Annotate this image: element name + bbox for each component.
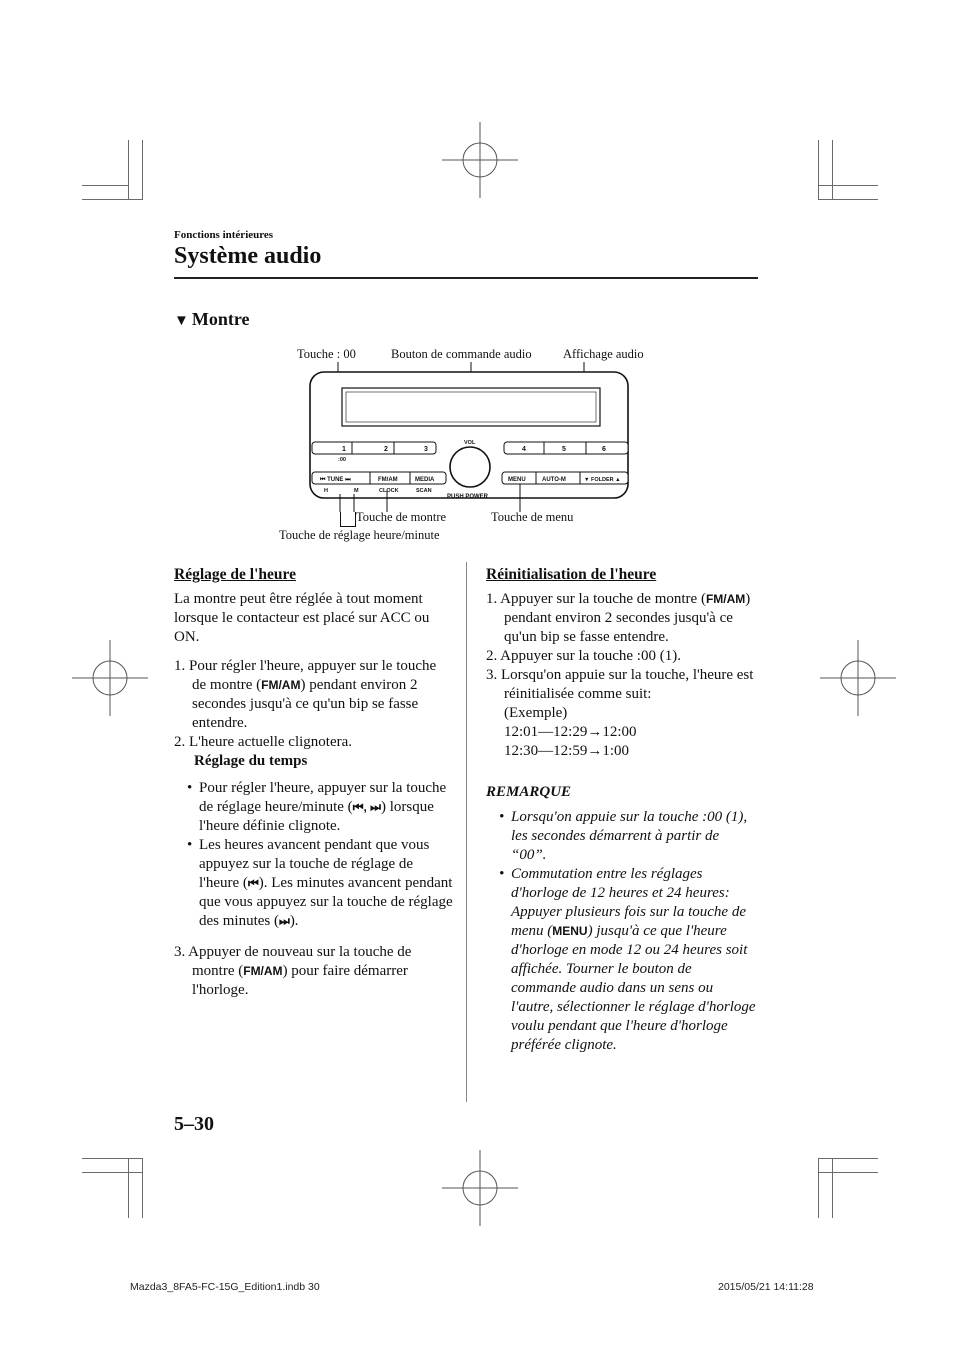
registration-mark-icon <box>442 1150 518 1226</box>
push-power-label: PUSH POWER <box>447 494 489 500</box>
callout-affichage: Affichage audio <box>563 347 644 361</box>
tune-label: ⏮ TUNE ⏭ <box>320 477 351 483</box>
bullet-icon: • <box>187 837 193 853</box>
preset-6-label: 6 <box>602 446 606 453</box>
step-1: 1. Pour régler l'heure, appuyer sur le touche de montre (FM/AM) pendant environ 2 secondes jusqu'à ce qu'un bip se fasse entendre. <box>174 658 437 731</box>
folder-label: ▼ FOLDER ▲ <box>584 477 621 483</box>
example-label: (Exemple) <box>504 705 568 721</box>
note-2: • Commutation entre les réglages d'horloge de 12 heures et 24 heures: Appuyer plusieurs fois sur la touche de menu (MENU) jusqu'à ce que l'heure d'horloge en mode 12 ou 24 heures soit affichée. Tourner le bouton de commande audio dans un sens ou l'autre, sélectionner le réglage d'horloge voulu pendant que l'heure d'horloge préférée clignote. <box>499 866 756 1053</box>
crop-mark <box>128 1158 129 1218</box>
menu-key-icon: MENU <box>552 924 588 938</box>
bullet-icon: • <box>499 809 505 825</box>
crop-mark <box>818 140 819 200</box>
crop-mark <box>82 1172 142 1173</box>
media-label: MEDIA <box>415 477 435 483</box>
crop-mark <box>82 199 142 200</box>
crop-mark <box>142 1158 143 1218</box>
auto-m-label: AUTO-M <box>542 477 566 483</box>
clock-label: CLOCK <box>379 488 399 494</box>
fmam-label: FM/AM <box>378 477 398 483</box>
left-column <box>174 565 454 1000</box>
callout-touche-heure: Touche de réglage heure/minute <box>279 528 440 542</box>
column-divider <box>466 562 467 1102</box>
leader-bracket <box>340 512 356 527</box>
subsection-heading <box>174 309 250 330</box>
crop-mark <box>818 1158 878 1159</box>
crop-mark <box>818 199 878 200</box>
callout-touche-00: Touche : 00 <box>297 347 356 361</box>
menu-label: MENU <box>508 477 526 483</box>
preset-3-label: 3 <box>424 446 428 453</box>
reset-step-2: 2. Appuyer sur la touche :00 (1). <box>486 648 681 664</box>
example-line-1: 12:01—12:29→12:00 <box>504 724 637 740</box>
crop-mark <box>82 1158 142 1159</box>
step-2-subheading: Réglage du temps <box>194 753 308 769</box>
step-2: 2. L'heure actuelle clignotera. <box>174 734 353 750</box>
preset-2-label: 2 <box>384 446 388 453</box>
bullet-icon: • <box>187 780 193 796</box>
note-1: • Lorsqu'on appuie sur la touche :00 (1), les secondes démarrent à partir de “00”. <box>499 809 748 863</box>
crop-mark <box>832 1158 833 1218</box>
crop-mark <box>82 185 128 186</box>
intro-text: La montre peut être réglée à tout moment lorsque le contacteur est placé sur ACC ou ON. <box>174 591 430 645</box>
page-title: Système audio <box>174 243 322 269</box>
crop-mark <box>818 185 878 186</box>
reset-step-3: 3. Lorsqu'on appuie sur la touche, l'heure est réinitialisée comme suit: <box>486 667 754 702</box>
step-3: 3. Appuyer de nouveau sur la touche de montre (FM/AM) pour faire démarrer l'horloge. <box>174 944 412 998</box>
remark-title: REMARQUE <box>486 784 572 800</box>
vol-label: VOL <box>464 440 476 446</box>
scan-label: SCAN <box>416 488 432 494</box>
heading-reglage: Réglage de l'heure <box>174 566 296 583</box>
preset-5-label: 5 <box>562 446 566 453</box>
page-number: 5–30 <box>174 1113 214 1135</box>
title-rule <box>174 277 758 279</box>
reset-step-1: 1. Appuyer sur la touche de montre (FM/AM) pendant environ 2 secondes jusqu'à ce qu'un bip se fasse entendre. <box>486 591 751 645</box>
crop-mark <box>142 140 143 200</box>
registration-mark-icon <box>442 122 518 198</box>
crop-mark <box>832 140 833 200</box>
subsection-title: Montre <box>191 309 250 329</box>
seek-back-icon: ⏮ <box>247 876 259 890</box>
bullet-1: • Pour régler l'heure, appuyer sur la touche de réglage heure/minute (⏮, ⏭) lorsque l'heure définie clignote. <box>187 780 447 834</box>
h-label: H <box>324 488 328 494</box>
footer-timestamp: 2015/05/21 14:11:28 <box>718 1281 814 1293</box>
seek-forward-icon: ⏭ <box>279 914 290 928</box>
touche-00-label: :00 <box>338 457 346 463</box>
fmam-key-icon: FM/AM <box>705 592 746 606</box>
m-label: M <box>354 488 359 494</box>
footer-file: Mazda3_8FA5-FC-15G_Edition1.indb 30 <box>130 1281 320 1293</box>
bullet-2: • Les heures avancent pendant que vous appuyez sur la touche de réglage de l'heure (⏮). Les minutes avancent pendant que vous appuyez sur la touche de réglage des minutes (⏭). <box>187 837 453 929</box>
callout-bouton-commande: Bouton de commande audio <box>391 347 532 361</box>
fmam-key-icon: FM/AM <box>261 678 301 692</box>
bullet-icon: • <box>499 866 505 882</box>
audio-unit-figure <box>296 362 636 512</box>
triangle-marker-icon: ▼ <box>174 313 189 329</box>
crop-mark <box>818 1158 819 1218</box>
registration-mark-icon <box>820 640 896 716</box>
heading-reinitialisation: Réinitialisation de l'heure <box>486 566 657 583</box>
crop-mark <box>818 1172 878 1173</box>
example-line-2: 12:30—12:59→1:00 <box>504 743 630 759</box>
registration-mark-icon <box>72 640 148 716</box>
right-column <box>486 565 758 1055</box>
callout-touche-montre: Touche de montre <box>356 510 447 524</box>
crop-mark <box>128 140 129 200</box>
fmam-key-icon: FM/AM <box>243 964 283 978</box>
preset-1-label: 1 <box>342 446 346 453</box>
seek-keys-icon: ⏮, ⏭ <box>352 800 381 814</box>
preset-4-label: 4 <box>522 446 526 453</box>
callout-touche-menu: Touche de menu <box>491 510 574 524</box>
section-kicker: Fonctions intérieures <box>174 229 274 241</box>
